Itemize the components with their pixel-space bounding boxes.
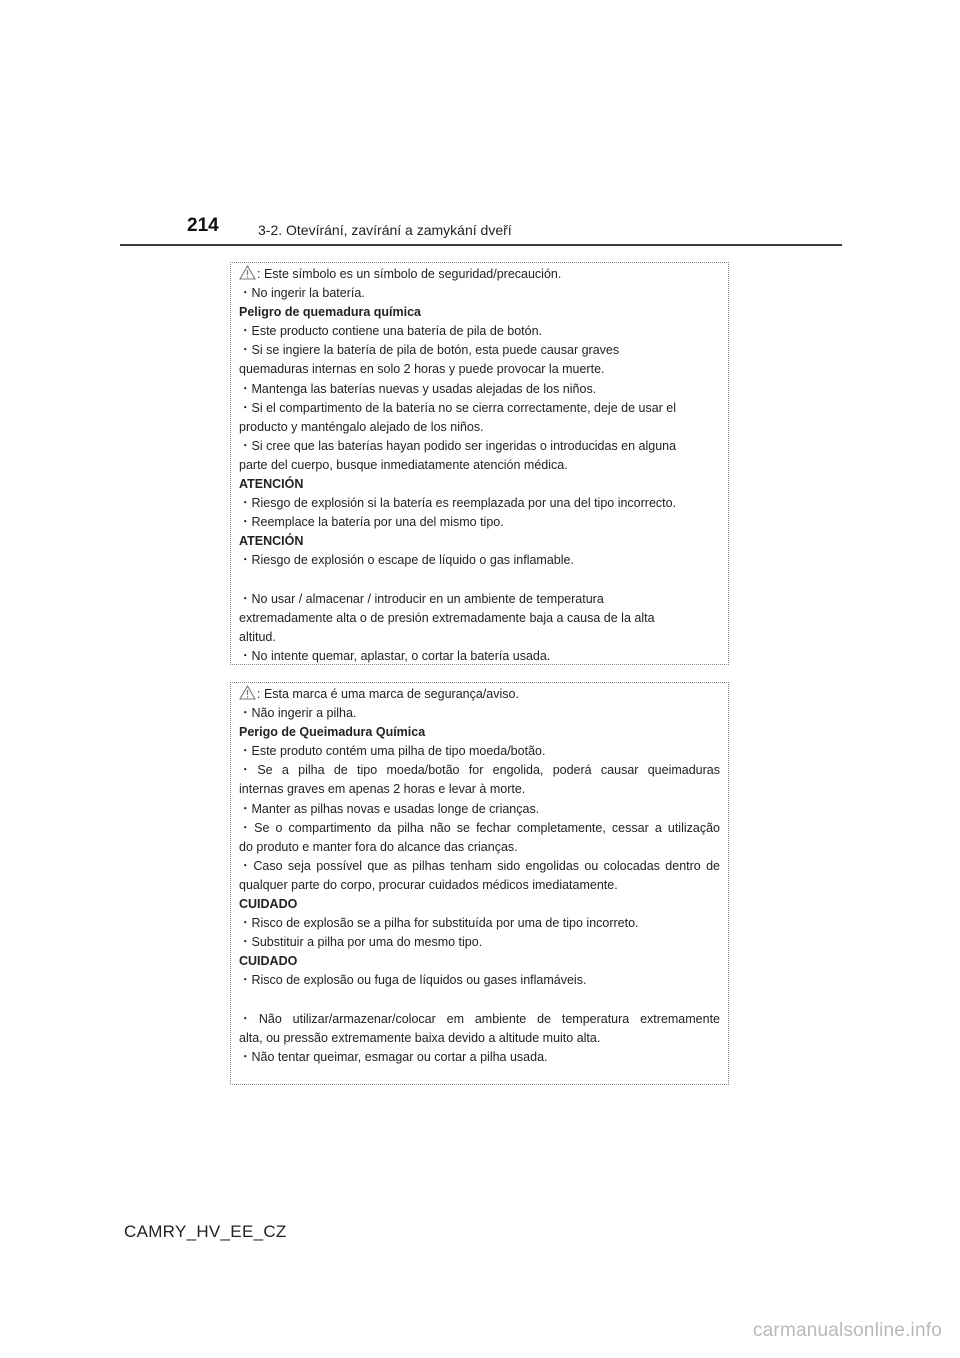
section-title: 3-2. Otevírání, zavírání a zamykání dveří <box>258 222 512 238</box>
warning-heading: Peligro de quemadura química <box>239 305 421 320</box>
blank-line <box>239 571 720 590</box>
warning-text-line: ・Não ingerir a pilha. <box>239 706 357 721</box>
warning-text-line: alta, ou pressão extremamente baixa devido a altitude muito alta. <box>239 1030 601 1045</box>
warning-text-line: ・Mantenga las baterías nuevas y usadas alejadas de los niños. <box>239 381 597 396</box>
warning-text-line: altitud. <box>239 629 276 644</box>
warning-text-line: ・Este produto contém uma pilha de tipo moeda/botão. <box>239 744 546 759</box>
warning-heading: CUIDADO <box>239 897 298 912</box>
warning-text-line: producto y manténgalo alejado de los niños. <box>239 419 484 434</box>
warning-heading: ATENCIÓN <box>239 534 304 549</box>
page-number: 214 <box>187 215 219 236</box>
warning-text-line: ・Substituir a pilha por uma do mesmo tipo. <box>239 935 483 950</box>
warning-text-line: ・Si el compartimento de la batería no se cierra correctamente, deje de usar el <box>239 400 677 415</box>
warning-triangle-icon <box>239 685 256 700</box>
warning-text-line: ・Risco de explosão se a pilha for substituída por uma de tipo incorreto. <box>239 916 639 931</box>
warning-text-line: ・Riesgo de explosión si la batería es reemplazada por una del tipo incorrecto. <box>239 496 677 511</box>
symbol-line-portuguese <box>239 685 720 704</box>
warning-text-line: ・Manter as pilhas novas e usadas longe de crianças. <box>239 801 540 816</box>
warning-heading: Perigo de Queimadura Química <box>239 725 426 740</box>
warning-text-line: ・No usar / almacenar / introducir en un ambiente de temperatura <box>239 591 604 606</box>
warning-text-line: ・Se o compartimento da pilha não se fechar completamente, cessar a utilização <box>239 820 720 835</box>
warning-text-line: ・Este producto contiene una batería de pila de botón. <box>239 324 542 339</box>
warning-text-line: ・Não utilizar/armazenar/colocar em ambiente de temperatura extremamente <box>239 1011 720 1026</box>
warning-lines-spanish <box>239 284 720 666</box>
symbol-line-text: : Este símbolo es un símbolo de seguridad/precaución. <box>257 267 562 281</box>
warning-heading: ATENCIÓN <box>239 477 304 492</box>
warning-text-line: ・Si se ingiere la batería de pila de botón, esta puede causar graves <box>239 343 620 358</box>
warning-text-line: ・No ingerir la batería. <box>239 286 365 301</box>
warning-text-line: ・Si cree que las baterías hayan podido ser ingeridas o introducidas en alguna <box>239 438 677 453</box>
warning-text-line: ・Se a pilha de tipo moeda/botão for engolida, poderá causar queimaduras <box>239 763 720 778</box>
header-divider <box>120 244 842 246</box>
warning-text-line: parte del cuerpo, busque inmediatamente atención médica. <box>239 457 568 472</box>
warning-text-line: extremadamente alta o de presión extremadamente baja a causa de la alta <box>239 610 655 625</box>
blank-line <box>239 991 720 1010</box>
warning-text-line: ・Riesgo de explosión o escape de líquido o gas inflamable. <box>239 553 574 568</box>
symbol-line-text: : Esta marca é uma marca de segurança/aviso. <box>257 687 519 701</box>
warning-text-line: quemaduras internas en solo 2 horas y puede provocar la muerte. <box>239 362 605 377</box>
warning-text-line: do produto e manter fora do alcance das crianças. <box>239 839 518 854</box>
warning-text-line: qualquer parte do corpo, procurar cuidados médicos imediatamente. <box>239 877 618 892</box>
warning-text-line: ・Caso seja possível que as pilhas tenham sido engolidas ou colocadas dentro de <box>239 858 720 873</box>
warning-text-line: ・Reemplace la batería por una del mismo tipo. <box>239 515 504 530</box>
watermark: carmanualsonline.info <box>752 1320 942 1341</box>
symbol-line-spanish <box>239 265 720 284</box>
warning-text-line: ・Risco de explosão ou fuga de líquidos ou gases inflamáveis. <box>239 973 587 988</box>
warning-box-spanish <box>230 262 729 665</box>
warning-lines-portuguese <box>239 704 720 1067</box>
model-code: CAMRY_HV_EE_CZ <box>124 1222 287 1241</box>
warning-heading: CUIDADO <box>239 954 298 969</box>
warning-text-line: ・No intente quemar, aplastar, o cortar la batería usada. <box>239 648 551 663</box>
warning-triangle-icon <box>239 265 256 280</box>
warning-box-portuguese <box>230 682 729 1085</box>
warning-text-line: internas graves em apenas 2 horas e levar à morte. <box>239 782 526 797</box>
warning-text-line: ・Não tentar queimar, esmagar ou cortar a pilha usada. <box>239 1049 548 1064</box>
